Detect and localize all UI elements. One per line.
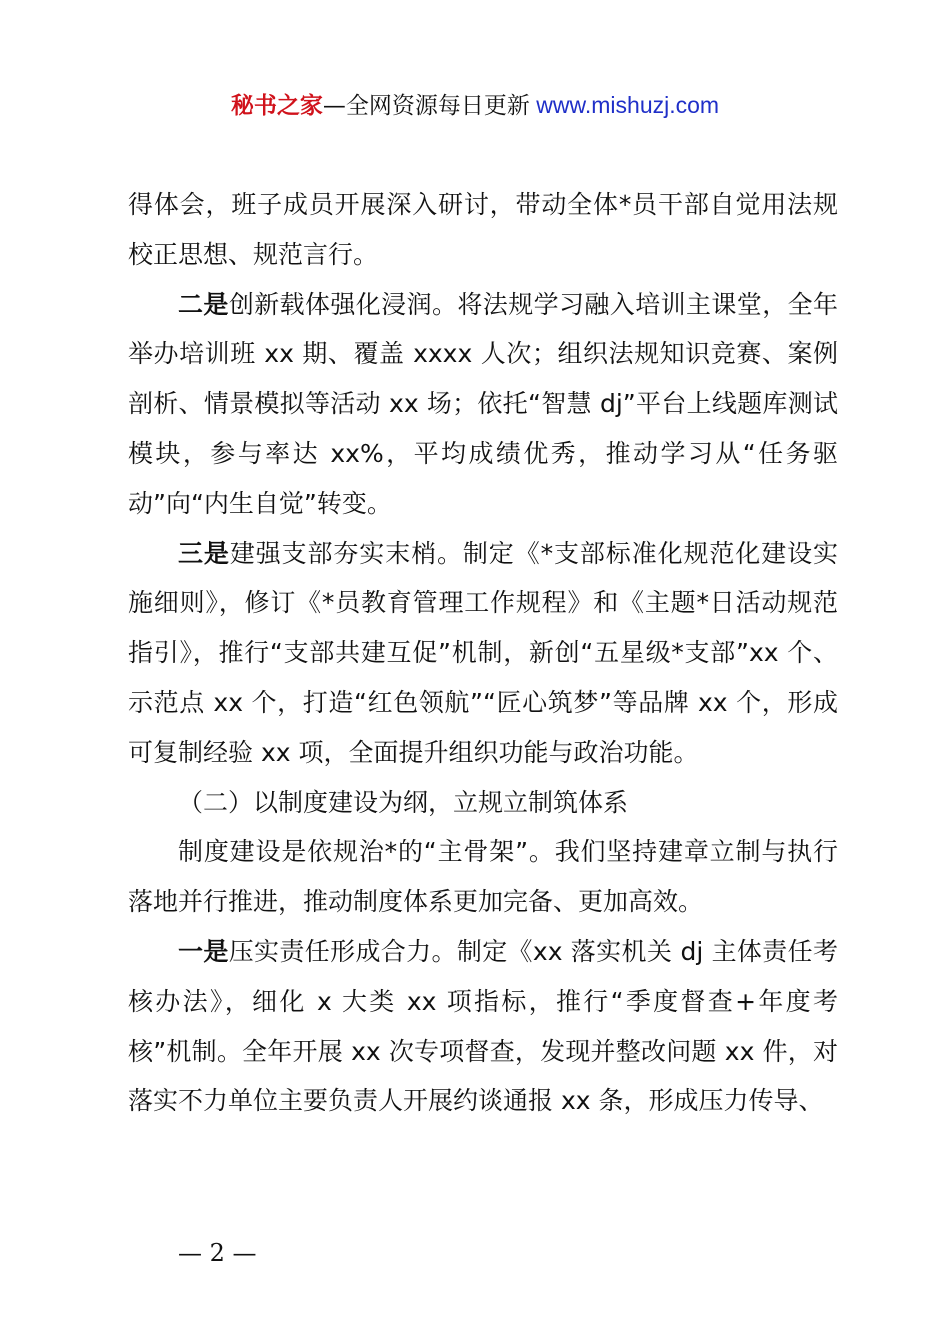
paragraph-intro [128,827,838,927]
site-header [0,88,950,123]
document-body [128,180,838,1126]
paragraph-point-two [128,280,838,529]
paragraph-text: 压实责任形成合力。制定《xx 落实机关 dj 主体责任考核办法》，细化 x 大类 xx 项指标，推行“季度督查+年度考核”机制。全年开展 xx 次专项督查，发现并整改问题 xx 件，对落实不力单位主要负责人开展约谈通报 xx 条，形成压力传导、 [128,936,838,1116]
paragraph-continuation [128,180,838,280]
paragraph-text: 得体会，班子成员开展深入研讨，带动全体*员干部自觉用法规校正思想、规范言行。 [128,190,838,269]
paragraph-point-one [128,927,838,1126]
paragraph-lead: 一是 [178,936,229,966]
paragraph-lead: 三是 [178,538,230,568]
paragraph-point-three [128,529,838,778]
paragraph-text: 制度建设是依规治*的“主骨架”。我们坚持建章立制与执行落地并行推进，推动制度体系更加完备、更加高效。 [128,837,838,917]
paragraph-text: 建强支部夯实末梢。制定《*支部标准化规范化建设实施细则》，修订《*员教育管理工作规程》和《主题*日活动规范指引》，推行“支部共建互促”机制，新创“五星级*支部”xx 个、示范点 xx 个，打造“红色领航”“匠心筑梦”等品牌 xx 个，形成可复制经验 xx 项，全面提升组织功能与政治功能。 [128,538,838,767]
paragraph-lead: 二是 [178,289,229,319]
section-heading [128,778,838,828]
site-url[interactable]: www.mishuzj.com [529,92,720,118]
brand-tagline: —全网资源每日更新 [322,93,530,119]
page-number: — 2 — [178,1239,257,1267]
paragraph-text: 创新载体强化浸润。将法规学习融入培训主课堂，全年举办培训班 xx 期、覆盖 xxxx 人次；组织法规知识竞赛、案例剖析、情景模拟等活动 xx 场；依托“智慧 dj”平台上线题库测试模块，参与率达 xx%，平均成绩优秀，推动学习从“任务驱动”向“内生自觉”转变。 [128,289,838,518]
brand-name: 秘书之家 [230,93,323,119]
section-heading-text: （二）以制度建设为纲，立规立制筑体系 [178,787,629,817]
